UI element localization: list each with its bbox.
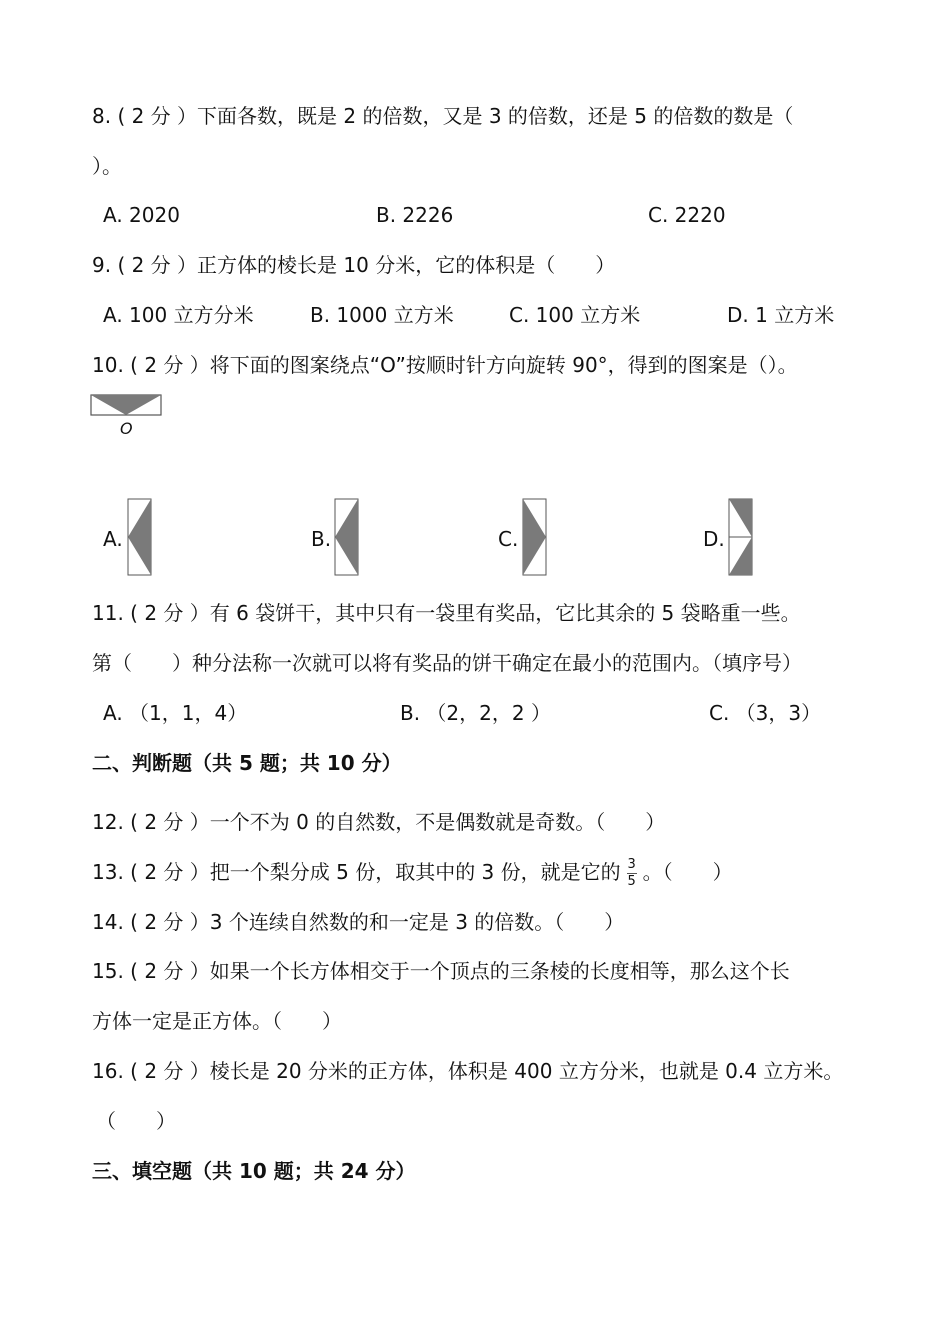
q10-option-d-label: D. [703, 527, 725, 551]
q14-text: 14. ( 2 分 ）3 个连续自然数的和一定是 3 的倍数。（ ） [92, 910, 625, 934]
section3-title: 三、填空题（共 10 题；共 24 分） [92, 1159, 416, 1183]
q10-option-a-figure [127, 498, 153, 578]
q10-option-c-label: C. [498, 527, 519, 551]
q13-numerator: 3 [627, 857, 636, 872]
q10-option-d-figure [728, 498, 754, 578]
q9-option-b: B. 1000 立方米 [310, 303, 454, 327]
q15-line2: 方体一定是正方体。（ ） [92, 1009, 342, 1033]
q10-option-b-figure [334, 498, 360, 578]
q9-option-a: A. 100 立方分米 [103, 303, 254, 327]
q10-option-b-label: B. [311, 527, 332, 551]
q8-line2: ）。 [92, 154, 122, 178]
q9-option-d: D. 1 立方米 [727, 303, 835, 327]
q16-line2: （ ） [96, 1109, 176, 1133]
q16-line1: 16. ( 2 分 ）棱长是 20 分米的正方体，体积是 400 立方分米，也就是 0.4 立方米。 [92, 1059, 844, 1083]
q13-fraction [627, 858, 637, 889]
q10-text: 10. ( 2 分 ）将下面的图案绕点“O”按顺时针方向旋转 90°，得到的图案是（）。 [92, 353, 798, 377]
q11-line1: 11. ( 2 分 ）有 6 袋饼干，其中只有一袋里有奖品，它比其余的 5 袋略重一些。 [92, 601, 801, 625]
q11-line2: 第（ ）种分法称一次就可以将有奖品的饼干确定在最小的范围内。（填序号） [92, 651, 802, 675]
q13-denominator: 5 [627, 874, 636, 889]
q11-option-b: B. （2，2，2 ） [400, 701, 551, 725]
q8-line1: 8. ( 2 分 ）下面各数，既是 2 的倍数，又是 3 的倍数，还是 5 的倍数的数是（ [92, 104, 794, 128]
q9-text: 9. ( 2 分 ）正方体的棱长是 10 分米，它的体积是（ ） [92, 253, 616, 277]
q10-option-a-label: A. [103, 527, 123, 551]
q13-text-after: 。（ ） [642, 860, 733, 884]
q13-text [92, 858, 733, 889]
section2-title: 二、判断题（共 5 题；共 10 分） [92, 751, 402, 775]
q8-option-c: C. 2220 [648, 203, 726, 227]
q11-option-c: C. （3，3） [709, 701, 822, 725]
q8-option-b: B. 2226 [376, 203, 454, 227]
q13-text-before: 13. ( 2 分 ）把一个梨分成 5 份，取其中的 3 份，就是它的 [92, 860, 621, 884]
q12-text: 12. ( 2 分 ）一个不为 0 的自然数，不是偶数就是奇数。（ ） [92, 810, 666, 834]
q10-option-c-figure [522, 498, 548, 578]
q10-point-label: O [120, 419, 133, 438]
q9-option-c: C. 100 立方米 [509, 303, 641, 327]
q11-option-a: A. （1，1，4） [103, 701, 248, 725]
q8-option-a: A. 2020 [103, 203, 180, 227]
q15-line1: 15. ( 2 分 ）如果一个长方体相交于一个顶点的三条棱的长度相等，那么这个长 [92, 959, 790, 983]
q10-original-figure [90, 394, 164, 438]
